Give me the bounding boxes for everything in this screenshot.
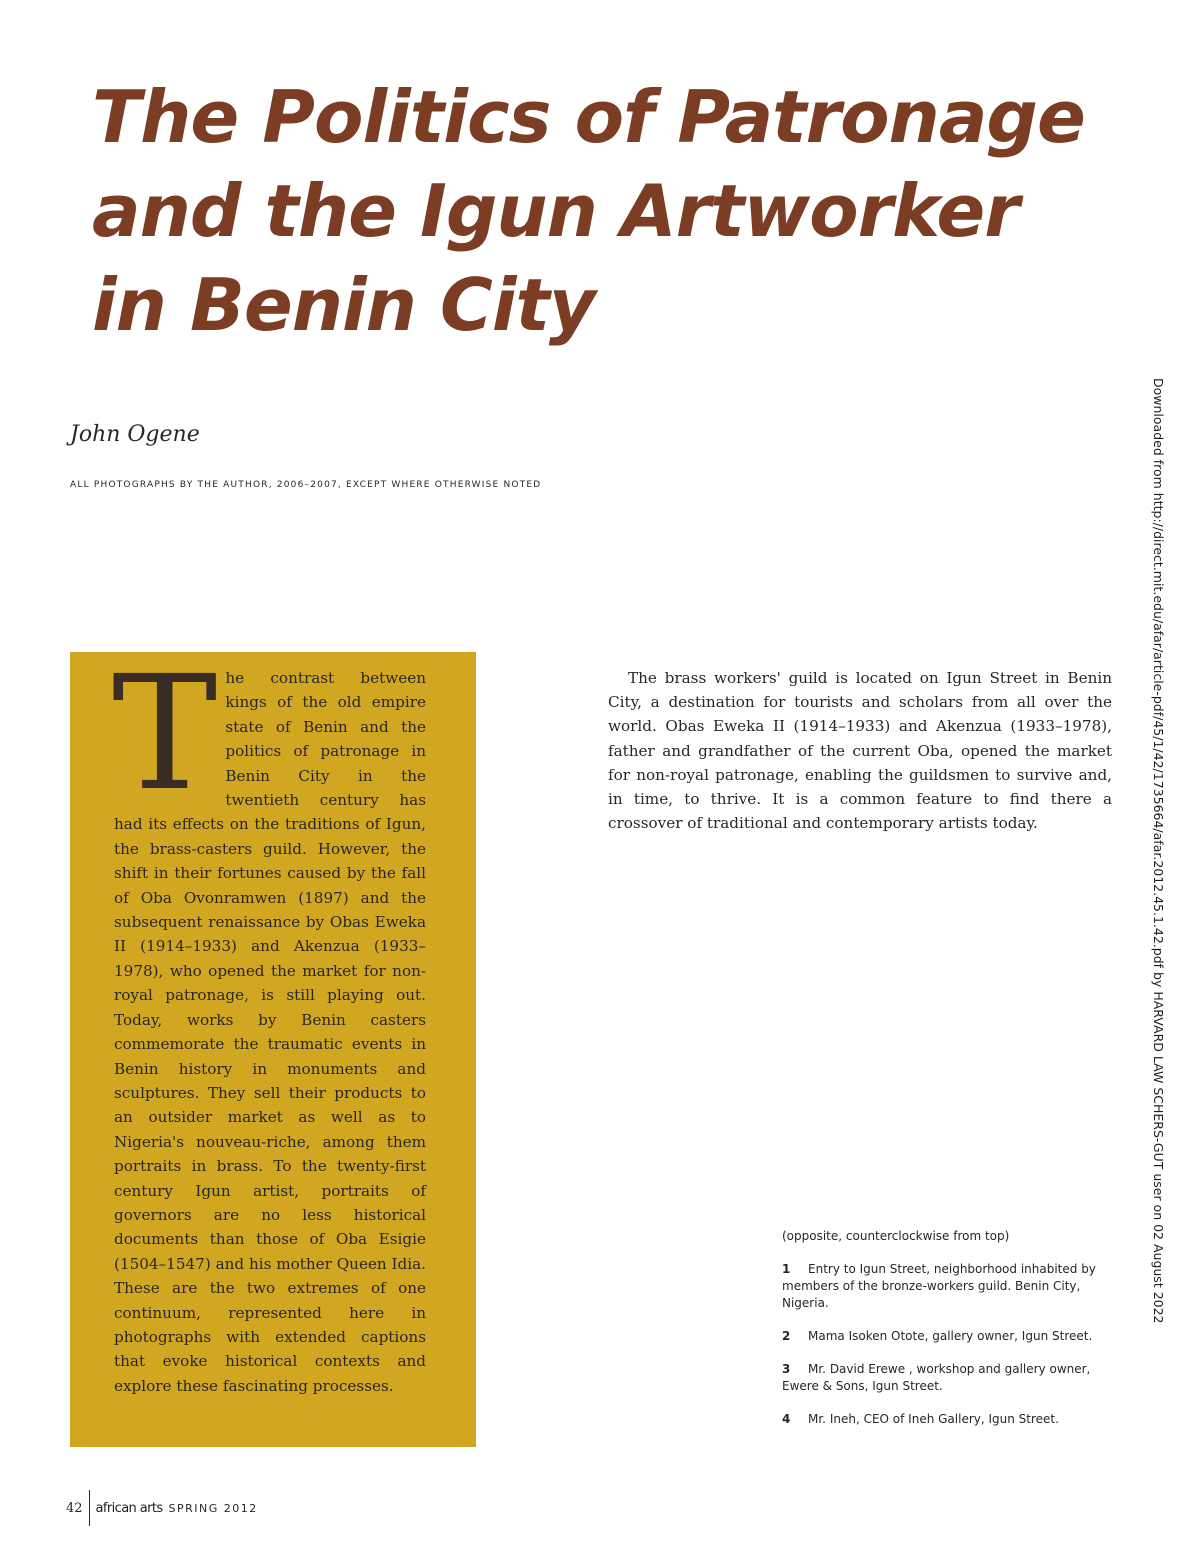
author-name: John Ogene <box>70 422 200 447</box>
abstract-paragraph <box>112 642 427 1398</box>
caption-number: 3 <box>782 1362 791 1376</box>
caption-number: 1 <box>782 1262 791 1276</box>
article-title <box>92 70 1085 352</box>
caption-number: 2 <box>782 1329 791 1343</box>
caption-item <box>782 1328 1117 1345</box>
title-line-2: and the Igun Artworker <box>92 169 1019 253</box>
title-line-1: The Politics of Patronage <box>92 75 1085 159</box>
caption-text: Mama Isoken Otote, gallery owner, Igun Street. <box>808 1329 1093 1343</box>
caption-item <box>782 1411 1117 1428</box>
caption-number: 4 <box>782 1412 791 1426</box>
caption-text: Entry to Igun Street, neighborhood inhabited by members of the bronze-workers guild. Benin City, Nigeria. <box>782 1262 1096 1310</box>
captions-heading: (opposite, counterclockwise from top) <box>782 1229 1010 1243</box>
caption-text: Mr. Ineh, CEO of Ineh Gallery, Igun Street. <box>808 1412 1059 1426</box>
abstract-box <box>70 642 476 1447</box>
page-footer <box>66 1490 258 1526</box>
journal-name: african arts <box>95 1500 163 1516</box>
drop-cap: T <box>112 642 218 826</box>
abstract-text: he contrast between kings of the old empire state of Benin and the politics of patronage in Benin City in the twentieth century has had its effects on the traditions of Igun, the brass-casters guild. However, the shift in their fortunes caused by the fall of Oba Ovonramwen (1897) and the subsequent renaissance by Obas Eweka II (1914–1933) and Akenzua (1933–1978), who opened the market for non-royal patronage, is still playing out. Today, works by Benin casters commemorate the traumatic events in Benin history in monuments and sculptures. They sell their products to an outsider market as well as to Nigeria's nouveau-riche, among them portraits in brass. To the twenty-first century Igun artist, portraits of governors are no less historical documents than those of Oba Esigie (1504–1547) and his mother Queen Idia. These are the two extremes of one continuum, represented here in photographs with extended captions that evoke historical contexts and explore these fascinating processes. <box>114 669 427 1395</box>
photo-credit: ALL PHOTOGRAPHS BY THE AUTHOR, 2006–2007, EXCEPT WHERE OTHERWISE NOTED <box>70 480 542 490</box>
photo-captions <box>782 1228 1117 1444</box>
footer-divider <box>89 1490 90 1526</box>
body-paragraph: The brass workers' guild is located on Igun Street in Benin City, a destination for tourists and scholars from all over the world. Obas Eweka II (1914–1933) and Akenzua (1933–1978), father and grandfather of the current Oba, opened the market for non-royal patronage, enabling the guildsmen to survive and, in time, to thrive. It is a common feature to find there a crossover of traditional and contemporary artists today. <box>608 669 1112 833</box>
title-line-3: in Benin City <box>92 263 595 347</box>
caption-item <box>782 1361 1117 1395</box>
page-number: 42 <box>66 1500 83 1516</box>
caption-text: Mr. David Erewe , workshop and gallery owner, Ewere & Sons, Igun Street. <box>782 1362 1091 1393</box>
caption-item <box>782 1261 1117 1312</box>
issue-label: SPRING 2012 <box>168 1501 258 1515</box>
download-notice: Downloaded from http://direct.mit.edu/afar/article-pdf/45/1/42/1735664/afar.2012.45.1.42.pdf by HARVARD LAW SCHERS-GUT user on 02 August 2022 <box>1151 378 1166 1324</box>
